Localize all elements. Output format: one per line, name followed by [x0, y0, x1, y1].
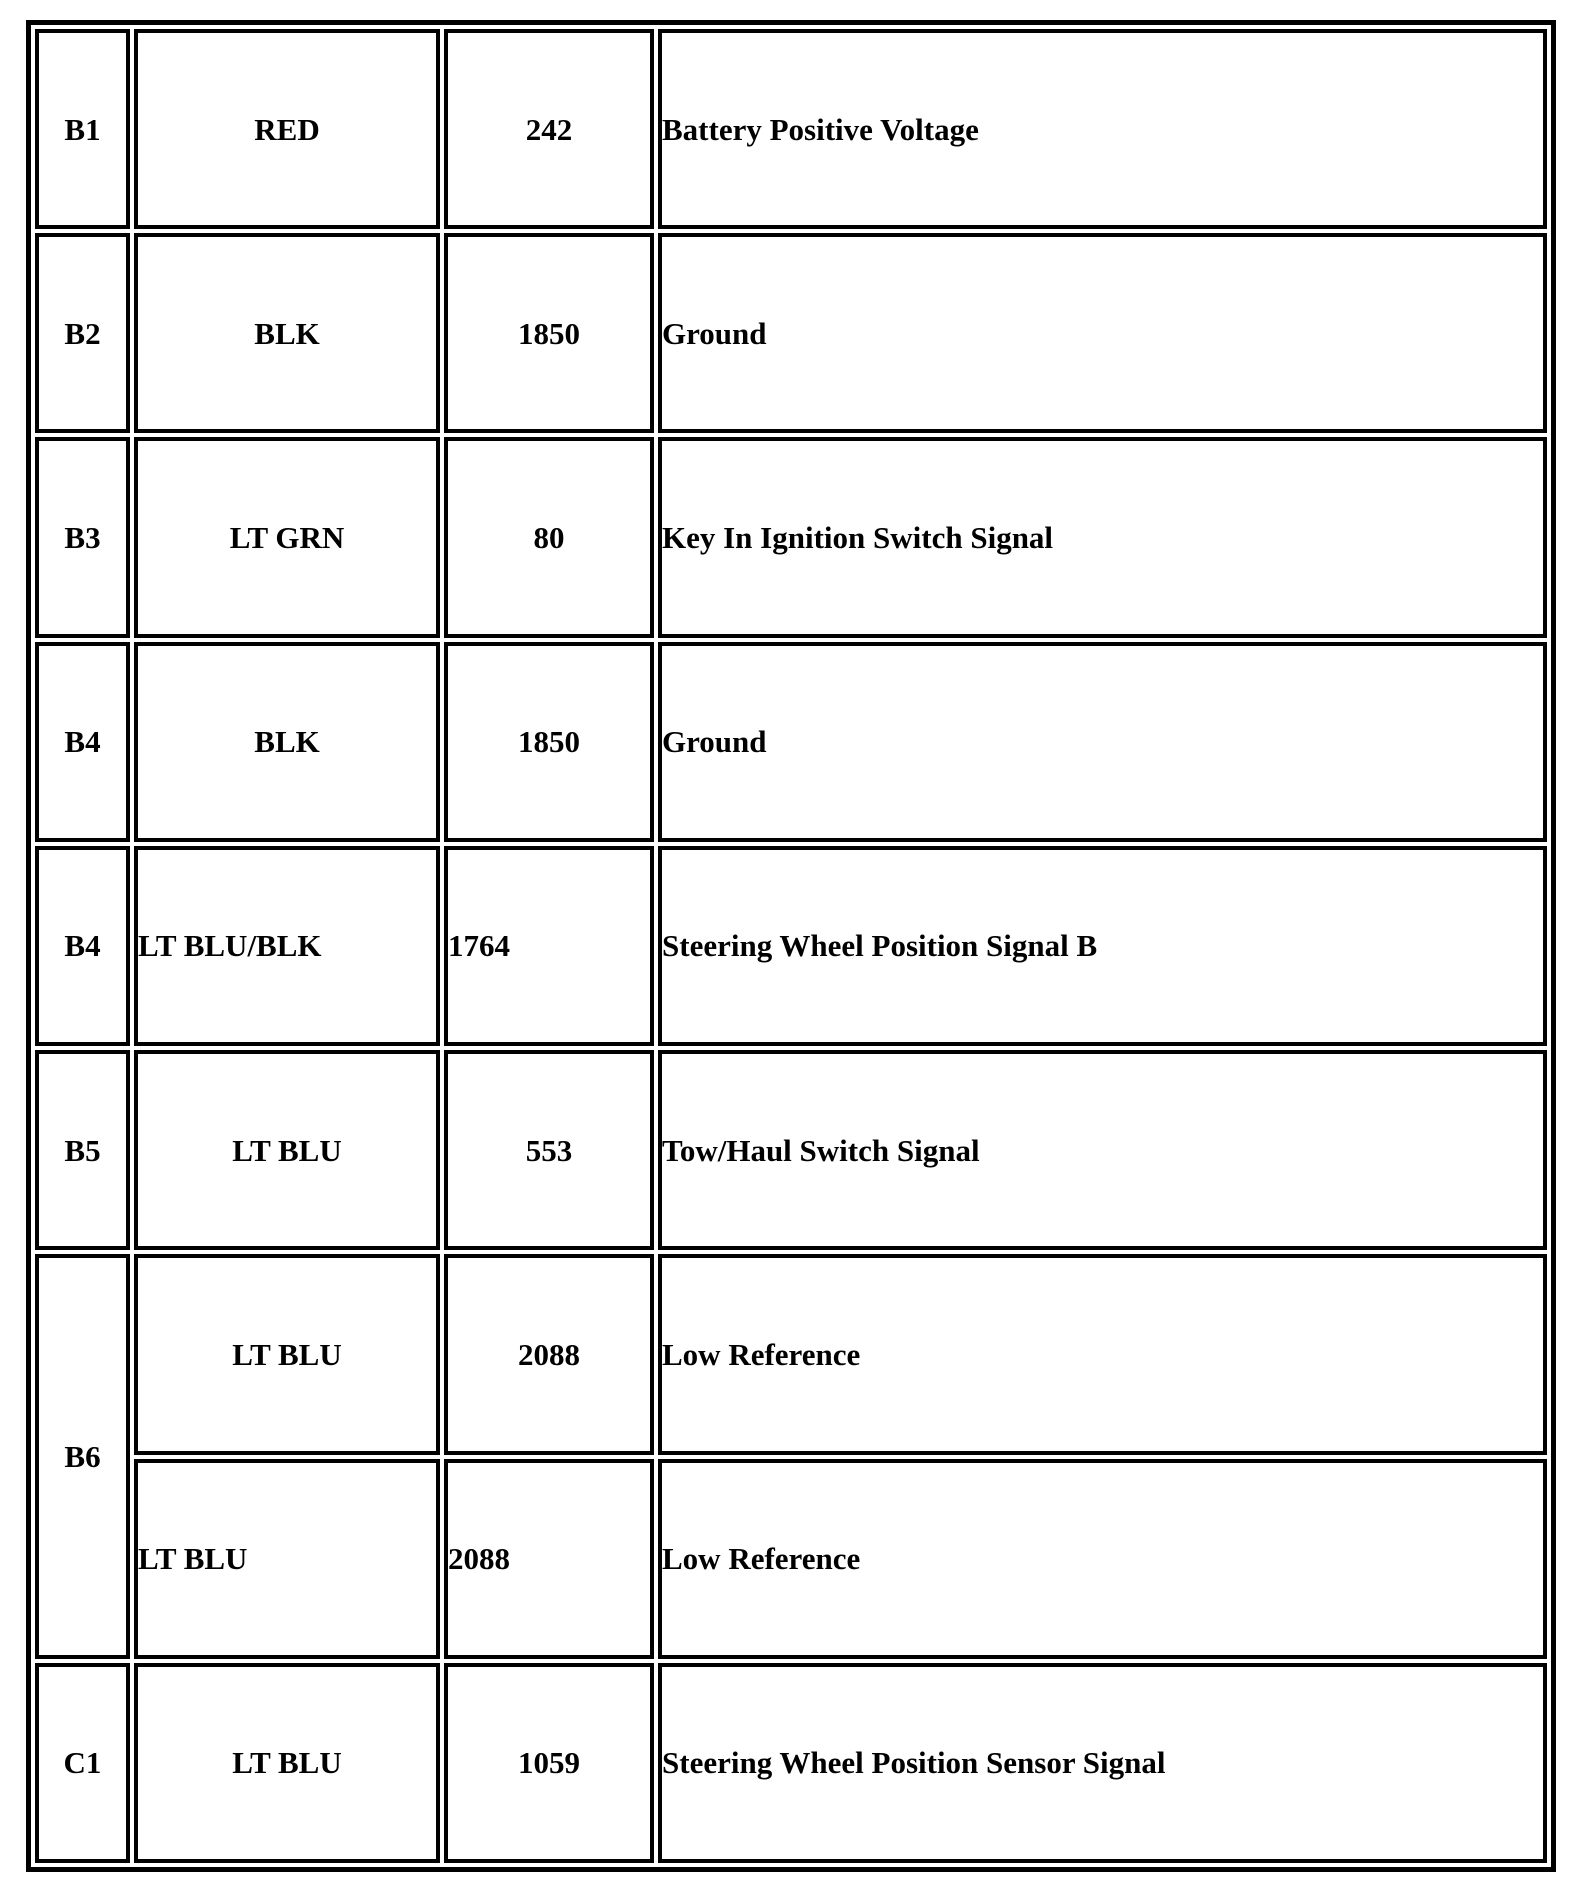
pin-cell: B6: [35, 1254, 130, 1658]
table-row: [35, 1050, 1547, 1250]
pin-cell: B3: [35, 437, 130, 637]
table-row: [35, 1254, 1547, 1454]
circuit-number-cell: 80: [444, 437, 654, 637]
pinout-grid: [31, 25, 1551, 1867]
table-row: [35, 29, 1547, 229]
table-row: [35, 437, 1547, 637]
connector-pinout-table: [26, 20, 1556, 1872]
function-cell: Tow/Haul Switch Signal: [658, 1050, 1547, 1250]
circuit-number-cell: 1850: [444, 233, 654, 433]
pin-cell: B1: [35, 29, 130, 229]
wire-color-cell: LT BLU: [134, 1663, 440, 1863]
pin-cell: B4: [35, 642, 130, 842]
wire-color-cell: LT GRN: [134, 437, 440, 637]
circuit-number-cell: 2088: [444, 1459, 654, 1659]
function-cell: Steering Wheel Position Sensor Signal: [658, 1663, 1547, 1863]
function-cell: Steering Wheel Position Signal B: [658, 846, 1547, 1046]
pin-cell: B2: [35, 233, 130, 433]
function-cell: Ground: [658, 642, 1547, 842]
pin-cell: B5: [35, 1050, 130, 1250]
wire-color-cell: BLK: [134, 233, 440, 433]
circuit-number-cell: 1764: [444, 846, 654, 1046]
table-row: [35, 1663, 1547, 1863]
pin-cell: B4: [35, 846, 130, 1046]
wire-color-cell: LT BLU/BLK: [134, 846, 440, 1046]
wire-color-cell: LT BLU: [134, 1459, 440, 1659]
circuit-number-cell: 2088: [444, 1254, 654, 1454]
wire-color-cell: LT BLU: [134, 1254, 440, 1454]
table-row: [35, 642, 1547, 842]
circuit-number-cell: 1059: [444, 1663, 654, 1863]
table-row: [35, 233, 1547, 433]
function-cell: Ground: [658, 233, 1547, 433]
table-row: [35, 1459, 1547, 1659]
wire-color-cell: LT BLU: [134, 1050, 440, 1250]
pin-cell: C1: [35, 1663, 130, 1863]
function-cell: Low Reference: [658, 1254, 1547, 1454]
circuit-number-cell: 242: [444, 29, 654, 229]
wire-color-cell: RED: [134, 29, 440, 229]
table-row: [35, 846, 1547, 1046]
function-cell: Battery Positive Voltage: [658, 29, 1547, 229]
circuit-number-cell: 1850: [444, 642, 654, 842]
function-cell: Key In Ignition Switch Signal: [658, 437, 1547, 637]
circuit-number-cell: 553: [444, 1050, 654, 1250]
function-cell: Low Reference: [658, 1459, 1547, 1659]
wire-color-cell: BLK: [134, 642, 440, 842]
